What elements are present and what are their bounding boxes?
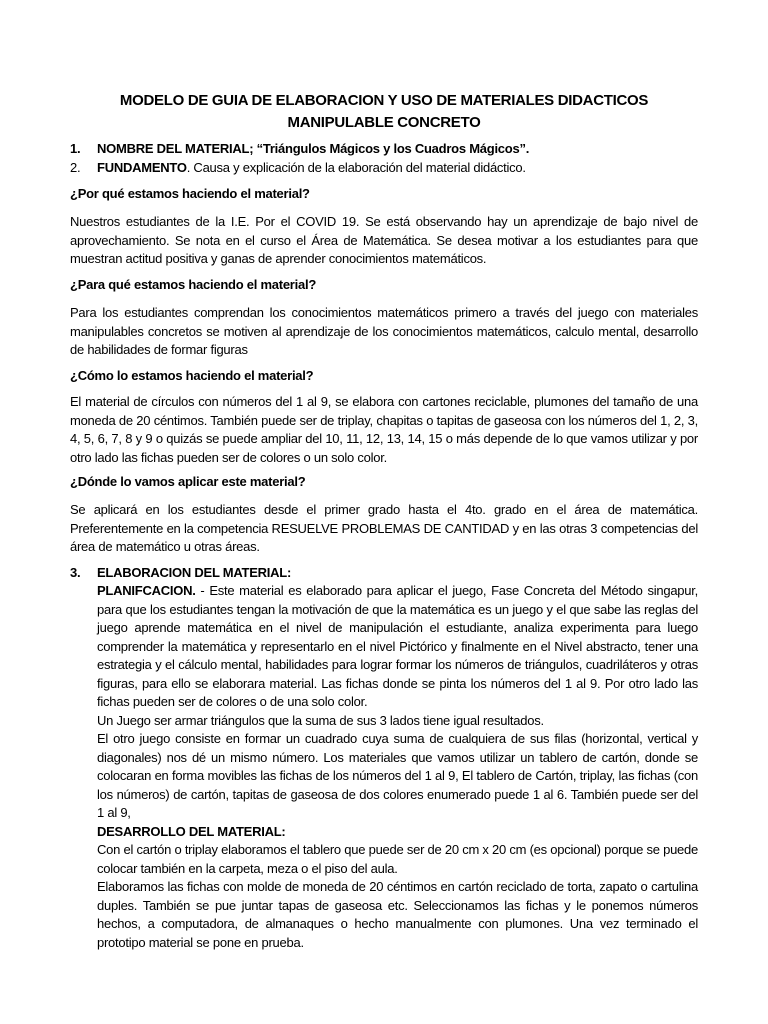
answer-where: Se aplicará en los estudiantes desde el primer grado hasta el 4to. grado en el área de matemática. Preferentemente en la competencia RESUELVE PROBLEMAS DE CANTIDAD y en las otras 3 competencias del área de matemático u otras áreas. bbox=[70, 502, 698, 554]
document-title bbox=[70, 90, 698, 134]
question-what-for: ¿Para qué estamos haciendo el material? bbox=[70, 277, 317, 292]
answer-how: El material de círculos con números del 1 al 9, se elabora con cartones reciclable, plumones del tamaño de una moneda de 20 céntimos. También puede ser de triplay, chapitas o tapitas de gaseosa con los números del 1, 2, 3, 4, 5, 6, 7, 8 y 9 o quizás se puede ampliar del 10, 11, 12, 13, 14, 15 o más depende de lo que vamos utilizar y por otro lado las fichas pueden ser de colores o un solo color. bbox=[70, 394, 698, 465]
tablero-paragraph: Con el cartón o triplay elaboramos el tablero que puede ser de 20 cm x 20 cm (es opcional) porque se puede colocar también en la carpeta, meza o el piso del aula. bbox=[97, 842, 698, 876]
title-line-1: MODELO DE GUIA DE ELABORACION Y USO DE MATERIALES DIDACTICOS bbox=[119, 92, 649, 109]
planificacion-paragraph bbox=[97, 582, 698, 712]
material-name-label: NOMBRE DEL MATERIAL; “Triángulos Mágicos y los Cuadros Mágicos”. bbox=[97, 141, 530, 156]
list-number: 1. bbox=[70, 141, 81, 156]
planificacion-label: PLANIFCACION. bbox=[97, 583, 196, 598]
fundamento-text: . Causa y explicación de la elaboración del material didáctico. bbox=[186, 160, 526, 175]
question-why: ¿Por qué estamos haciendo el material? bbox=[70, 186, 310, 201]
fichas-paragraph: Elaboramos las fichas con molde de moneda de 20 céntimos en cartón reciclado de torta, zapato o cartulina duples. También se pue juntar tapas de gaseosa etc. Seleccionamos las fichas y le ponemos números hechos, a computadora, de almanaques o hecho manualmente con plumones. Una vez terminado el prototipo material se pone en prueba. bbox=[97, 879, 698, 950]
section-3-title: ELABORACION DEL MATERIAL: bbox=[97, 565, 292, 580]
section-3-body bbox=[97, 582, 698, 952]
desarrollo-label: DESARROLLO DEL MATERIAL: bbox=[97, 823, 286, 839]
list-number: 2. bbox=[70, 160, 81, 175]
question-how: ¿Cómo lo estamos haciendo el material? bbox=[70, 368, 314, 383]
answer-what-for: Para los estudiantes comprendan los conocimientos matemáticos primero a través del juego con materiales manipulables concretos se motiven al aprendizaje de los conocimientos matemáticos, calculo mental, desarrollo de habilidades de formar figuras bbox=[70, 305, 698, 357]
planificacion-text: - Este material es elaborado para aplicar el juego, Fase Concreta del Método singapur, para que los estudiantes tengan la motivación de que la matemática es un juego y el que sabe las reglas del juego aprende matemática en el nivel de manipulación el estudiante, analiza experimenta para luego comprender la matemática y representarlo en el nivel Pictórico y finalmente en el Nivel abstracto, tener una estrategia y el cálculo mental, habilidades para lograr formar los números de triángulos, cuadriláteros y otras figuras, para ello se elaborara material. Las fichas donde se pinta los números del 1 al 9. Por otro lado las fichas pueden ser de colores o de una solo color. bbox=[97, 583, 698, 709]
answer-why: Nuestros estudiantes de la I.E. Por el COVID 19. Se está observando hay un aprendizaje de bajo nivel de aprovechamiento. Se nota en el curso el Área de Matemática. Se desea motivar a los estudiantes para que muestran actitud positiva y ganas de aprender conocimientos matemáticos. bbox=[70, 214, 698, 266]
fundamento-label: FUNDAMENTO bbox=[97, 160, 187, 175]
square-game-paragraph: El otro juego consiste en formar un cuadrado cuya suma de cualquiera de sus filas (horizontal, vertical y diagonales) nos dé un mismo número. Los materiales que vamos utilizar un tablero de cartón, donde se colocaran en forma movibles las fichas de los números del 1 al 9, El tablero de Cartón, triplay, las fichas (con los números) de cartón, tapitas de gaseosa de dos colores enumerado puede 1 al 6. También puede ser del 1 al 9, bbox=[97, 731, 698, 820]
list-number: 3. bbox=[70, 565, 81, 580]
question-where: ¿Dónde lo vamos aplicar este material? bbox=[70, 474, 306, 489]
triangles-paragraph: Un Juego ser armar triángulos que la suma de sus 3 lados tiene igual resultados. bbox=[97, 712, 544, 728]
title-line-2: MANIPULABLE CONCRETO bbox=[287, 114, 481, 131]
